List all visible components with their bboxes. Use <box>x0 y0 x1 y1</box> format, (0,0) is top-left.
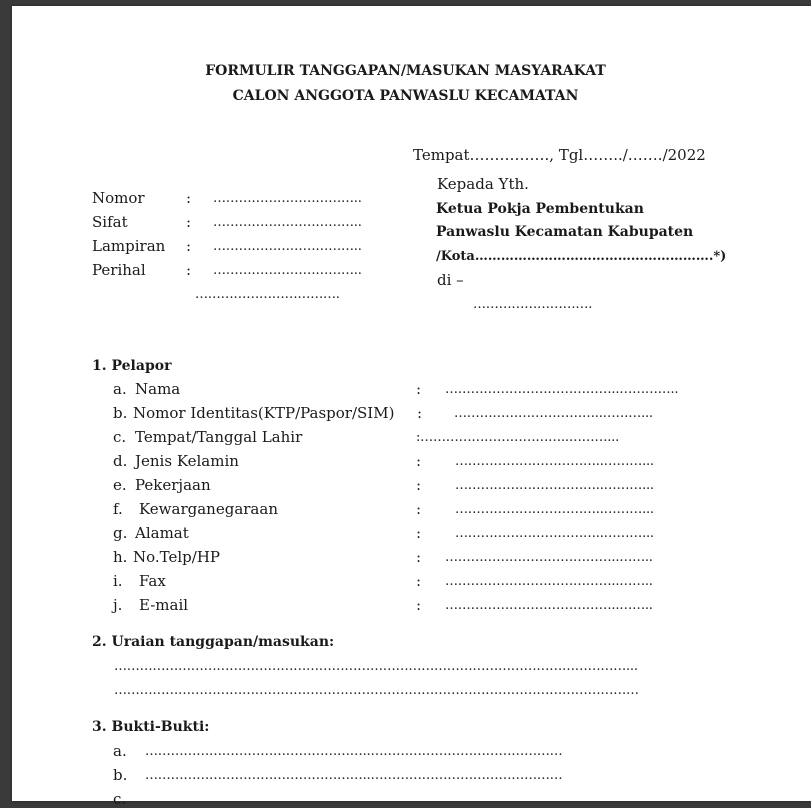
perihal-value-extra: ……………………………. <box>195 287 340 302</box>
pelapor-dots-fax: …………………………………..…….. <box>445 574 653 589</box>
pelapor-letter: c. <box>113 428 127 446</box>
pelapor-label-jenis-kelamin: Jenis Kelamin <box>135 452 239 470</box>
pelapor-colon: : <box>416 476 422 494</box>
pelapor-letter: b. <box>113 404 128 422</box>
pelapor-colon: : <box>416 596 422 614</box>
form-title-line1: FORMULIR TANGGAPAN/MASUKAN MASYARAKAT <box>205 63 606 79</box>
perihal-value: …………………………….. <box>213 263 362 278</box>
addressee-line3: /Kota……………………………………………….*) <box>436 249 727 264</box>
pelapor-label-alamat: Alamat <box>135 524 189 542</box>
pelapor-letter: d. <box>113 452 128 470</box>
pelapor-colon: : <box>416 548 422 566</box>
pelapor-dots-ttl: :……………………………..………... <box>416 430 620 445</box>
pelapor-letter: j. <box>113 596 123 614</box>
addressee-line1: Ketua Pokja Pembentukan <box>436 201 644 217</box>
addressee-line2: Panwaslu Kecamatan Kabupaten <box>436 224 694 240</box>
perihal-colon: : <box>186 261 192 279</box>
kepada-yth: Kepada Yth. <box>437 175 529 193</box>
pelapor-letter: i. <box>113 572 123 590</box>
pelapor-colon: : <box>416 572 422 590</box>
addressee-place: ………………………. <box>473 297 593 312</box>
pelapor-label-kewarganegaraan: Kewarganegaraan <box>139 500 278 518</box>
pelapor-dots-telp: …………………………………..…….. <box>445 550 653 565</box>
pelapor-dots-identitas: ……………………………..………... <box>454 406 653 421</box>
pelapor-label-telp: No.Telp/HP <box>133 548 221 566</box>
sifat-value: …………………………….. <box>213 215 362 230</box>
pelapor-label-ttl: Tempat/Tanggal Lahir <box>135 428 303 446</box>
pelapor-dots-pekerjaan: ……………………………..………... <box>455 478 654 493</box>
pelapor-label-pekerjaan: Pekerjaan <box>135 476 211 494</box>
pelapor-letter: a. <box>113 380 127 398</box>
lampiran-label: Lampiran <box>92 237 166 255</box>
form-title-line2: CALON ANGGOTA PANWASLU KECAMATAN <box>232 88 579 104</box>
section1-heading: 1. Pelapor <box>92 358 172 374</box>
pelapor-colon: : <box>416 452 422 470</box>
nomor-value: …………………………….. <box>213 191 362 206</box>
section2-heading: 2. Uraian tanggapan/masukan: <box>92 634 335 650</box>
section3-heading: 3. Bukti-Bukti: <box>92 719 210 735</box>
bukti-dots: ……………………………………………..……………………………………… <box>145 768 563 783</box>
sifat-label: Sifat <box>92 213 128 231</box>
addressee-di: di – <box>437 271 464 289</box>
pelapor-dots-nama: …………………………………..………….. <box>445 382 679 397</box>
bukti-dots: ……………………………………………..……………………………………… <box>145 744 563 759</box>
lampiran-colon: : <box>186 237 192 255</box>
pelapor-dots-email: …………………………………..…….. <box>445 598 653 613</box>
place-date: Tempat……………., Tgl……../……./2022 <box>413 146 706 164</box>
pelapor-letter: h. <box>113 548 128 566</box>
uraian-line1: …………………………………………………………………………………………………………... <box>114 659 638 674</box>
bukti-letter: b. <box>113 766 128 784</box>
uraian-line2: …………………………………………………………………………………………………………… <box>114 683 639 698</box>
pelapor-colon: : <box>417 404 423 422</box>
pelapor-label-email: E-mail <box>139 596 189 614</box>
pelapor-label-fax: Fax <box>139 572 166 590</box>
bukti-letter: c. <box>113 790 127 808</box>
pelapor-colon: : <box>416 500 422 518</box>
pelapor-letter: e. <box>113 476 127 494</box>
pelapor-label-identitas: Nomor Identitas(KTP/Paspor/SIM) <box>133 404 395 422</box>
pelapor-dots-alamat: ……………………………..………... <box>455 526 654 541</box>
pelapor-dots-kewarganegaraan: ……………………………..………... <box>455 502 654 517</box>
pelapor-letter: f. <box>113 500 123 518</box>
perihal-label: Perihal <box>92 261 146 279</box>
pelapor-dots-jenis-kelamin: ……………………………..………... <box>455 454 654 469</box>
nomor-label: Nomor <box>92 189 145 207</box>
lampiran-value: …………………………….. <box>213 239 362 254</box>
sifat-colon: : <box>186 213 192 231</box>
pelapor-letter: g. <box>113 524 128 542</box>
pelapor-colon: : <box>416 380 422 398</box>
bukti-letter: a. <box>113 742 127 760</box>
nomor-colon: : <box>186 189 192 207</box>
pelapor-label-nama: Nama <box>135 380 181 398</box>
pelapor-colon: : <box>416 524 422 542</box>
document-page <box>12 6 811 801</box>
